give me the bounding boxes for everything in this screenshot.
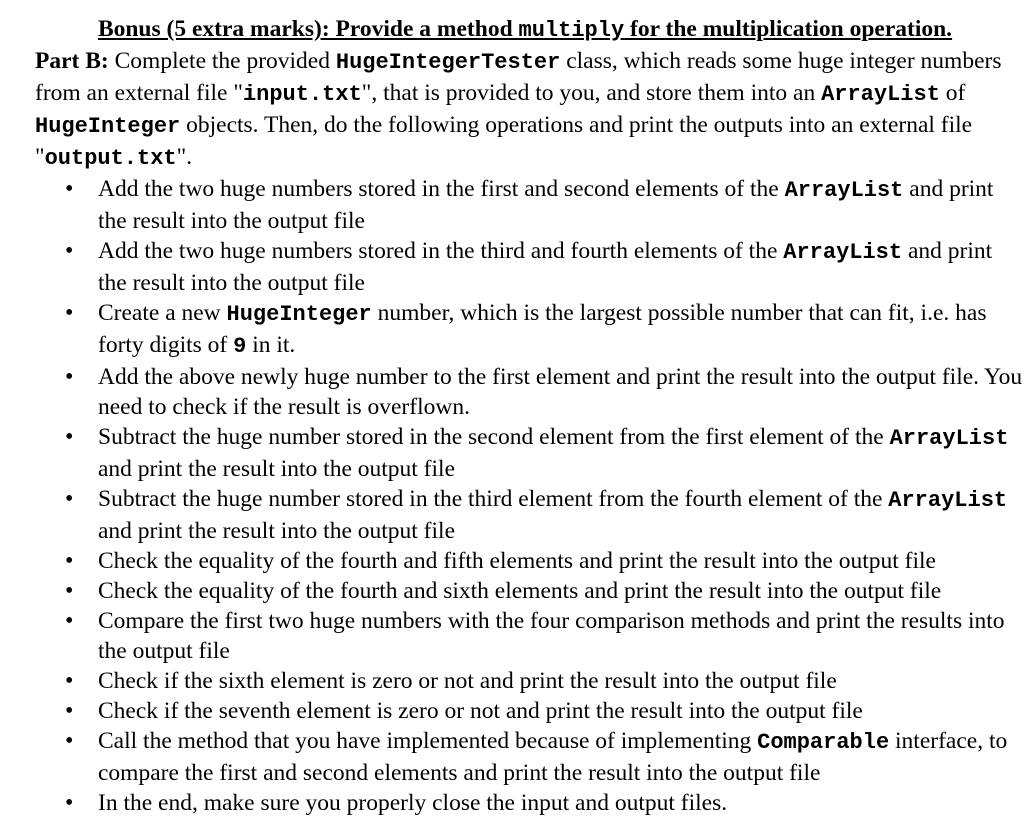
task-item-6 [35, 484, 1025, 546]
task-item-3 [35, 298, 1025, 362]
task-8-text: Check the equality of the fourth and sixth elements and print the result into the output file [98, 578, 942, 604]
task-list [35, 174, 1025, 818]
task-1-text: Add the two huge numbers stored in the first and second elements of the [98, 176, 785, 202]
bonus-heading-text: Bonus (5 extra marks): Provide a method [97, 16, 519, 42]
task-item-9 [35, 606, 1025, 666]
task-3-mid: number, which is the largest possible number that can fit, i.e. has forty digits of [98, 300, 987, 358]
task-12-code: Comparable [757, 730, 890, 755]
task-item-2 [35, 236, 1025, 298]
task-item-11 [35, 696, 1025, 726]
task-5-tail: and print the result into the output file [98, 456, 455, 482]
task-12-tail: interface, to compare the first and second elements and print the result into the output file [98, 728, 1008, 786]
task-2-text: Add the two huge numbers stored in the third and fourth elements of the [98, 238, 784, 264]
task-3-digit: 9 [233, 334, 247, 359]
task-9-text: Compare the first two huge numbers with the four comparison methods and print the results into the output file [98, 608, 1005, 664]
task-2-code: ArrayList [783, 240, 903, 265]
part-b-text-5: objects. Then, do the following operations and print the outputs into an external file " [35, 112, 973, 170]
part-b-arraylist: ArrayList [821, 82, 940, 107]
task-1-tail: and print the result into the output file [98, 176, 994, 234]
task-item-7 [35, 546, 1025, 576]
task-1-code: ArrayList [784, 178, 904, 203]
task-3-code: HugeInteger [226, 302, 372, 327]
task-3-text: Create a new [98, 300, 227, 326]
task-13-text: In the end, make sure you properly close the input and output files. [98, 790, 728, 816]
task-item-1 [35, 174, 1025, 236]
bonus-method-name: multiply [518, 18, 625, 43]
task-item-5 [35, 422, 1025, 484]
task-6-code: ArrayList [888, 488, 1008, 513]
part-b-text-2: class, which reads some huge integer numbers from an external file " [35, 48, 1002, 106]
task-item-8 [35, 576, 1025, 606]
task-6-text: Subtract the huge number stored in the third element from the fourth element of the [98, 486, 889, 512]
part-b-class-name: HugeIntegerTester [335, 50, 561, 75]
task-5-text: Subtract the huge number stored in the second element from the first element of the [98, 424, 890, 450]
part-b-text-3: ", that is provided to you, and store them into an [361, 80, 822, 106]
task-item-10 [35, 666, 1025, 696]
part-b-output-file: output.txt [44, 146, 177, 171]
part-b-text-4: of [939, 80, 966, 106]
task-item-4 [35, 362, 1025, 422]
part-b-label: Part B: [35, 48, 109, 74]
part-b-text-1: Complete the provided [108, 48, 336, 74]
task-3-tail: in it. [246, 332, 296, 358]
task-5-code: ArrayList [889, 426, 1009, 451]
bonus-heading [25, 14, 1025, 46]
part-b-paragraph [35, 46, 1025, 174]
task-12-text: Call the method that you have implemented because of implementing [98, 728, 758, 754]
part-b-text-6: ". [176, 144, 193, 170]
part-b-input-file: input.txt [242, 82, 362, 107]
task-7-text: Check the equality of the fourth and fifth elements and print the result into the output file [98, 548, 936, 574]
assignment-page [35, 14, 1025, 818]
task-6-tail: and print the result into the output file [98, 518, 455, 544]
task-item-13 [35, 788, 1025, 818]
task-item-12 [35, 726, 1025, 788]
task-2-tail: and print the result into the output file [98, 238, 993, 296]
part-b-hugeinteger: HugeInteger [35, 114, 181, 139]
task-11-text: Check if the seventh element is zero or not and print the result into the output file [98, 698, 863, 724]
bonus-heading-tail: for the multiplication operation. [624, 16, 953, 42]
task-10-text: Check if the sixth element is zero or not and print the result into the output file [98, 668, 837, 694]
task-4-text: Add the above newly huge number to the first element and print the result into the output file. You need to check if the result is overflown. [98, 364, 1023, 420]
